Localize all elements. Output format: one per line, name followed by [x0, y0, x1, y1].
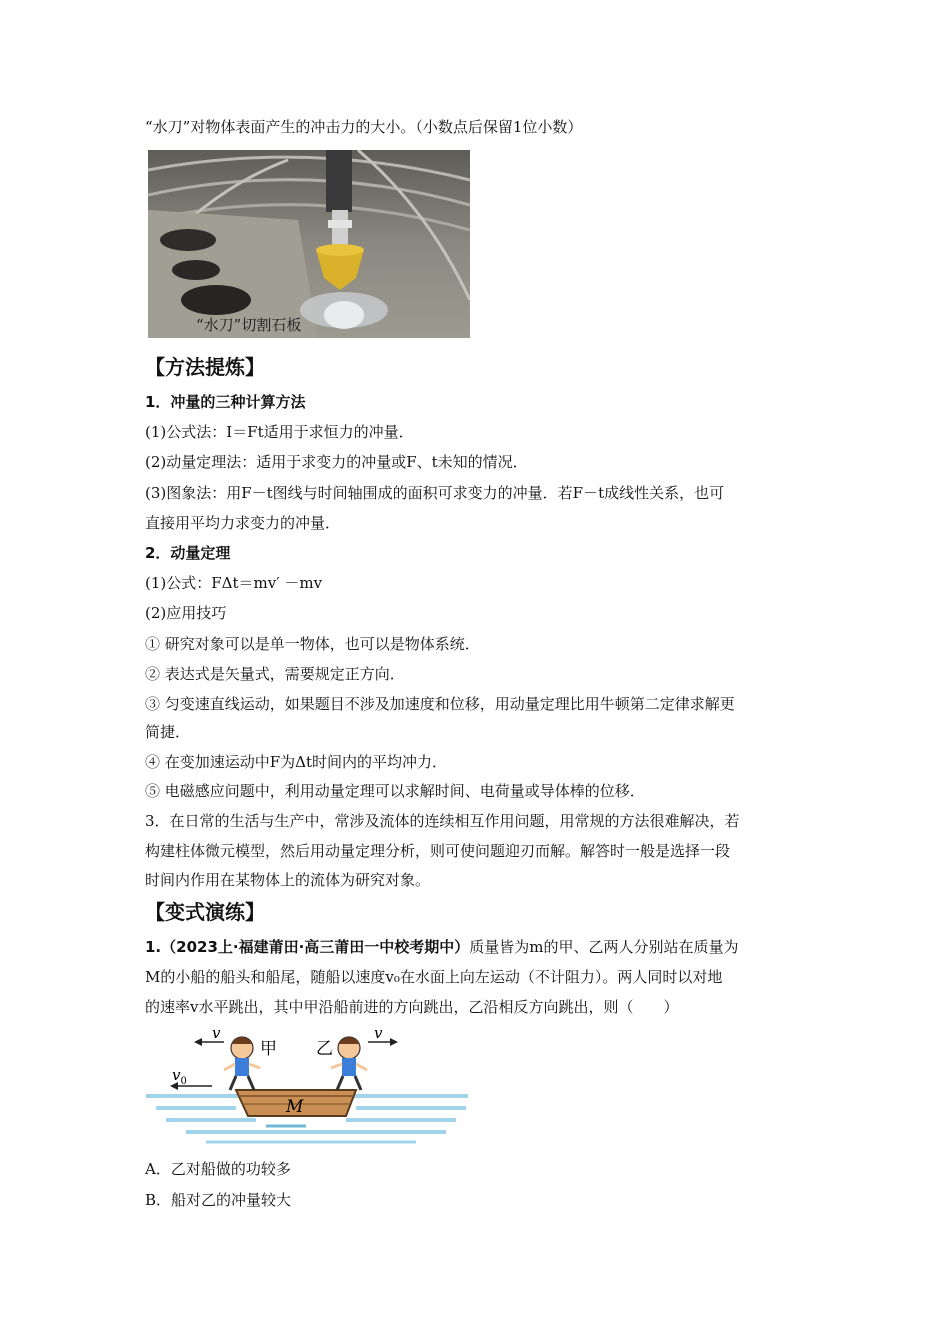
photo-caption: “水刀”切割石板 — [196, 316, 302, 334]
arrow-right-v — [368, 1038, 398, 1046]
point1-item1: (1)公式法：I＝Ft适用于求恒力的冲量． — [145, 423, 414, 441]
point2-tips-title: (2)应用技巧 — [145, 604, 227, 622]
point3-line2: 构建柱体微元模型，然后用动量定理分析，则可使问题迎刃而解。解答时一般是选择一段 — [145, 842, 731, 860]
point2-title: 2．动量定理 — [145, 544, 231, 562]
question1-text-a: 质量皆为m的甲、乙两人分别站在质量为 — [469, 938, 739, 956]
waterjet-photo — [148, 150, 470, 338]
waterjet-image — [148, 150, 470, 338]
point2-tip3-line1: ③ 匀变速直线运动，如果题目不涉及加速度和位移，用动量定理比用牛顿第二定律求解更 — [145, 695, 735, 713]
point2-tip3-line2: 简捷． — [145, 723, 191, 741]
person-jia — [224, 1037, 260, 1090]
label-boat-mass: M — [286, 1097, 304, 1117]
section-title-method: 【方法提炼】 — [145, 355, 265, 379]
point1-item3-line2: 直接用平均力求变力的冲量． — [145, 514, 341, 532]
question1-number: 1. — [145, 938, 162, 956]
label-v-left: v — [212, 1024, 221, 1042]
question1-line3: 的速率v水平跳出，其中甲沿船前进的方向跳出，乙沿相反方向跳出，则（ ） — [145, 998, 679, 1016]
point2-tip2: ② 表达式是矢量式，需要规定正方向． — [145, 665, 405, 683]
label-jia: 甲 — [260, 1039, 277, 1059]
label-v0-subscript: 0 — [180, 1076, 187, 1087]
person-yi — [331, 1037, 367, 1090]
option-a: A．乙对船做的功较多 — [145, 1160, 291, 1178]
point2-tip5: ⑤ 电磁感应问题中，利用动量定理可以求解时间、电荷量或导体棒的位移． — [145, 782, 645, 800]
point2-formula: (1)公式：FΔt＝mv′ －mv — [145, 574, 323, 592]
label-yi: 乙 — [316, 1039, 333, 1059]
question1-line2: M的小船的船头和船尾，随船以速度v₀在水面上向左运动（不计阻力）。两人同时以对地 — [145, 968, 723, 986]
point1-item3-line1: (3)图象法：用F－t图线与时间轴围成的面积可求变力的冲量．若F－t成线性关系，也可 — [145, 484, 725, 502]
section-title-practice: 【变式演练】 — [145, 900, 265, 924]
question1-line1 — [145, 936, 810, 958]
label-v0-main: v — [172, 1066, 181, 1084]
option-b: B．船对乙的冲量较大 — [145, 1191, 292, 1209]
point3-line3: 时间内作用在某物体上的流体为研究对象。 — [145, 871, 431, 889]
label-v-right: v — [374, 1024, 383, 1042]
point2-tip4: ④ 在变加速运动中F为Δt时间内的平均冲力． — [145, 753, 448, 771]
point1-item2: (2)动量定理法：适用于求变力的冲量或F、t未知的情况． — [145, 453, 528, 471]
question1-source: （2023上·福建莆田·高三莆田一中校考期中） — [161, 938, 470, 956]
point1-title: 1．冲量的三种计算方法 — [145, 393, 306, 411]
intro-line: “水刀”对物体表面产生的冲击力的大小。（小数点后保留1位小数） — [145, 118, 583, 136]
boat-figure — [146, 1024, 468, 1146]
point3-line1: 3．在日常的生活与生产中，常涉及流体的连续相互作用问题，用常规的方法很难解决，若 — [145, 812, 740, 830]
label-v0 — [172, 1066, 187, 1087]
point2-tip1: ① 研究对象可以是单一物体，也可以是物体系统． — [145, 635, 480, 653]
